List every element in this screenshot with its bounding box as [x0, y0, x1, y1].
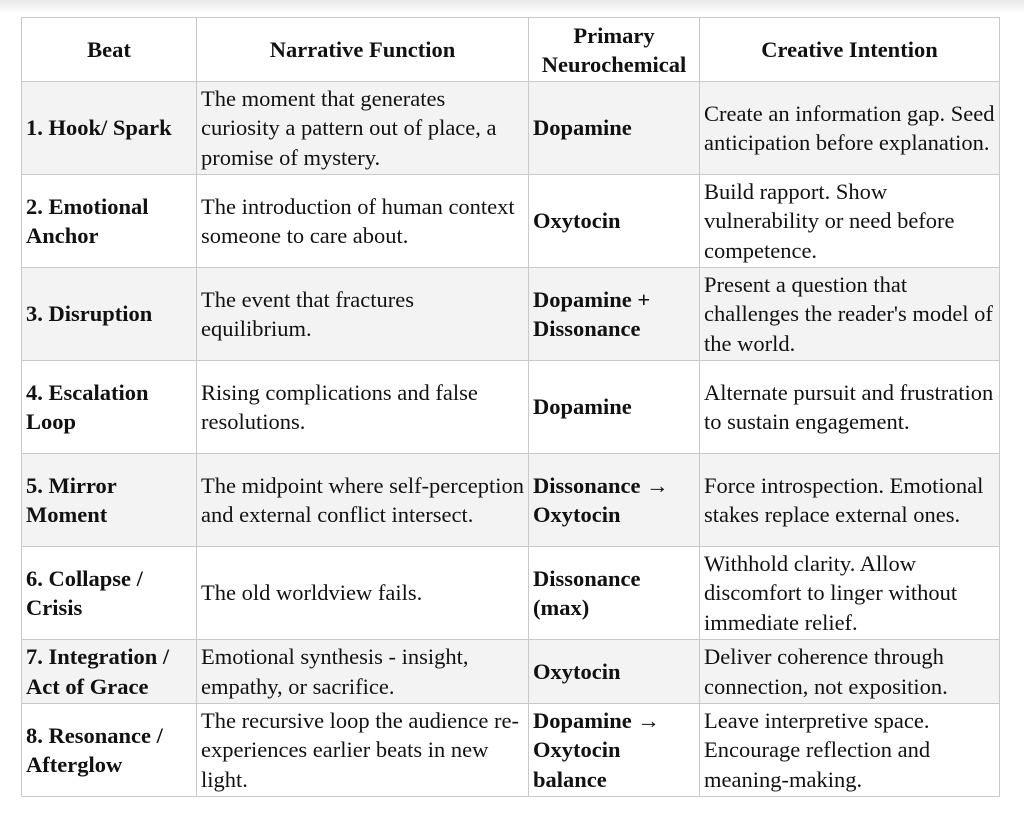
table-row [22, 704, 1000, 797]
story-beats-table [21, 17, 1000, 797]
beat-cell: 3. Disruption [22, 268, 197, 361]
function-cell: The event that fractures equilibrium. [197, 268, 529, 361]
header-primary-neurochemical [529, 18, 700, 82]
function-cell: The introduction of human context someone to care about. [197, 175, 529, 268]
table-row [22, 454, 1000, 547]
beat-cell: 6. Collapse / Crisis [22, 547, 197, 640]
table-header [22, 18, 1000, 82]
table-row [22, 361, 1000, 454]
header-row [22, 18, 1000, 82]
intention-cell: Leave interpretive space. Encourage reflection and meaning-making. [700, 704, 1000, 797]
neurochemical-cell: Dopamine [529, 82, 700, 175]
intention-cell: Build rapport. Show vulnerability or need before competence. [700, 175, 1000, 268]
intention-cell: Alternate pursuit and frustration to sustain engagement. [700, 361, 1000, 454]
beat-cell: 8. Resonance / Afterglow [22, 704, 197, 797]
table-row [22, 640, 1000, 704]
intention-cell: Create an information gap. Seed anticipation before explanation. [700, 82, 1000, 175]
table-row [22, 82, 1000, 175]
header-creative-intention: Creative Intention [700, 18, 1000, 82]
beat-cell: 5. Mirror Moment [22, 454, 197, 547]
header-narrative-function: Narrative Function [197, 18, 529, 82]
beat-cell: 1. Hook/ Spark [22, 82, 197, 175]
intention-cell: Withhold clarity. Allow discomfort to linger without immediate relief. [700, 547, 1000, 640]
table-row [22, 268, 1000, 361]
table-row [22, 175, 1000, 268]
top-shadow [0, 0, 1024, 14]
beat-cell: 2. Emotional Anchor [22, 175, 197, 268]
function-cell: The old worldview fails. [197, 547, 529, 640]
beat-cell: 4. Escalation Loop [22, 361, 197, 454]
neurochemical-cell: Dopamine + Dissonance [529, 268, 700, 361]
neurochemical-cell: Dissonance → Oxytocin [529, 454, 700, 547]
neurochemical-cell: Dopamine [529, 361, 700, 454]
function-cell: Rising complications and false resolutions. [197, 361, 529, 454]
header-chem-line1: Primary [573, 22, 655, 48]
neurochemical-cell: Oxytocin [529, 175, 700, 268]
intention-cell: Force introspection. Emotional stakes replace external ones. [700, 454, 1000, 547]
neurochemical-cell: Oxytocin [529, 640, 700, 704]
function-cell: The moment that generates curiosity a pattern out of place, a promise of mystery. [197, 82, 529, 175]
header-chem-line2: Neurochemical [541, 51, 687, 77]
function-cell: The midpoint where self-perception and external conflict intersect. [197, 454, 529, 547]
intention-cell: Deliver coherence through connection, not exposition. [700, 640, 1000, 704]
neurochemical-cell: Dopamine → Oxytocin balance [529, 704, 700, 797]
table-body [22, 82, 1000, 797]
function-cell: Emotional synthesis - insight, empathy, or sacrifice. [197, 640, 529, 704]
beat-cell: 7. Integration / Act of Grace [22, 640, 197, 704]
table-container [21, 17, 1000, 797]
intention-cell: Present a question that challenges the reader's model of the world. [700, 268, 1000, 361]
table-row [22, 547, 1000, 640]
neurochemical-cell: Dissonance (max) [529, 547, 700, 640]
function-cell: The recursive loop the audience re-experiences earlier beats in new light. [197, 704, 529, 797]
header-beat: Beat [22, 18, 197, 82]
